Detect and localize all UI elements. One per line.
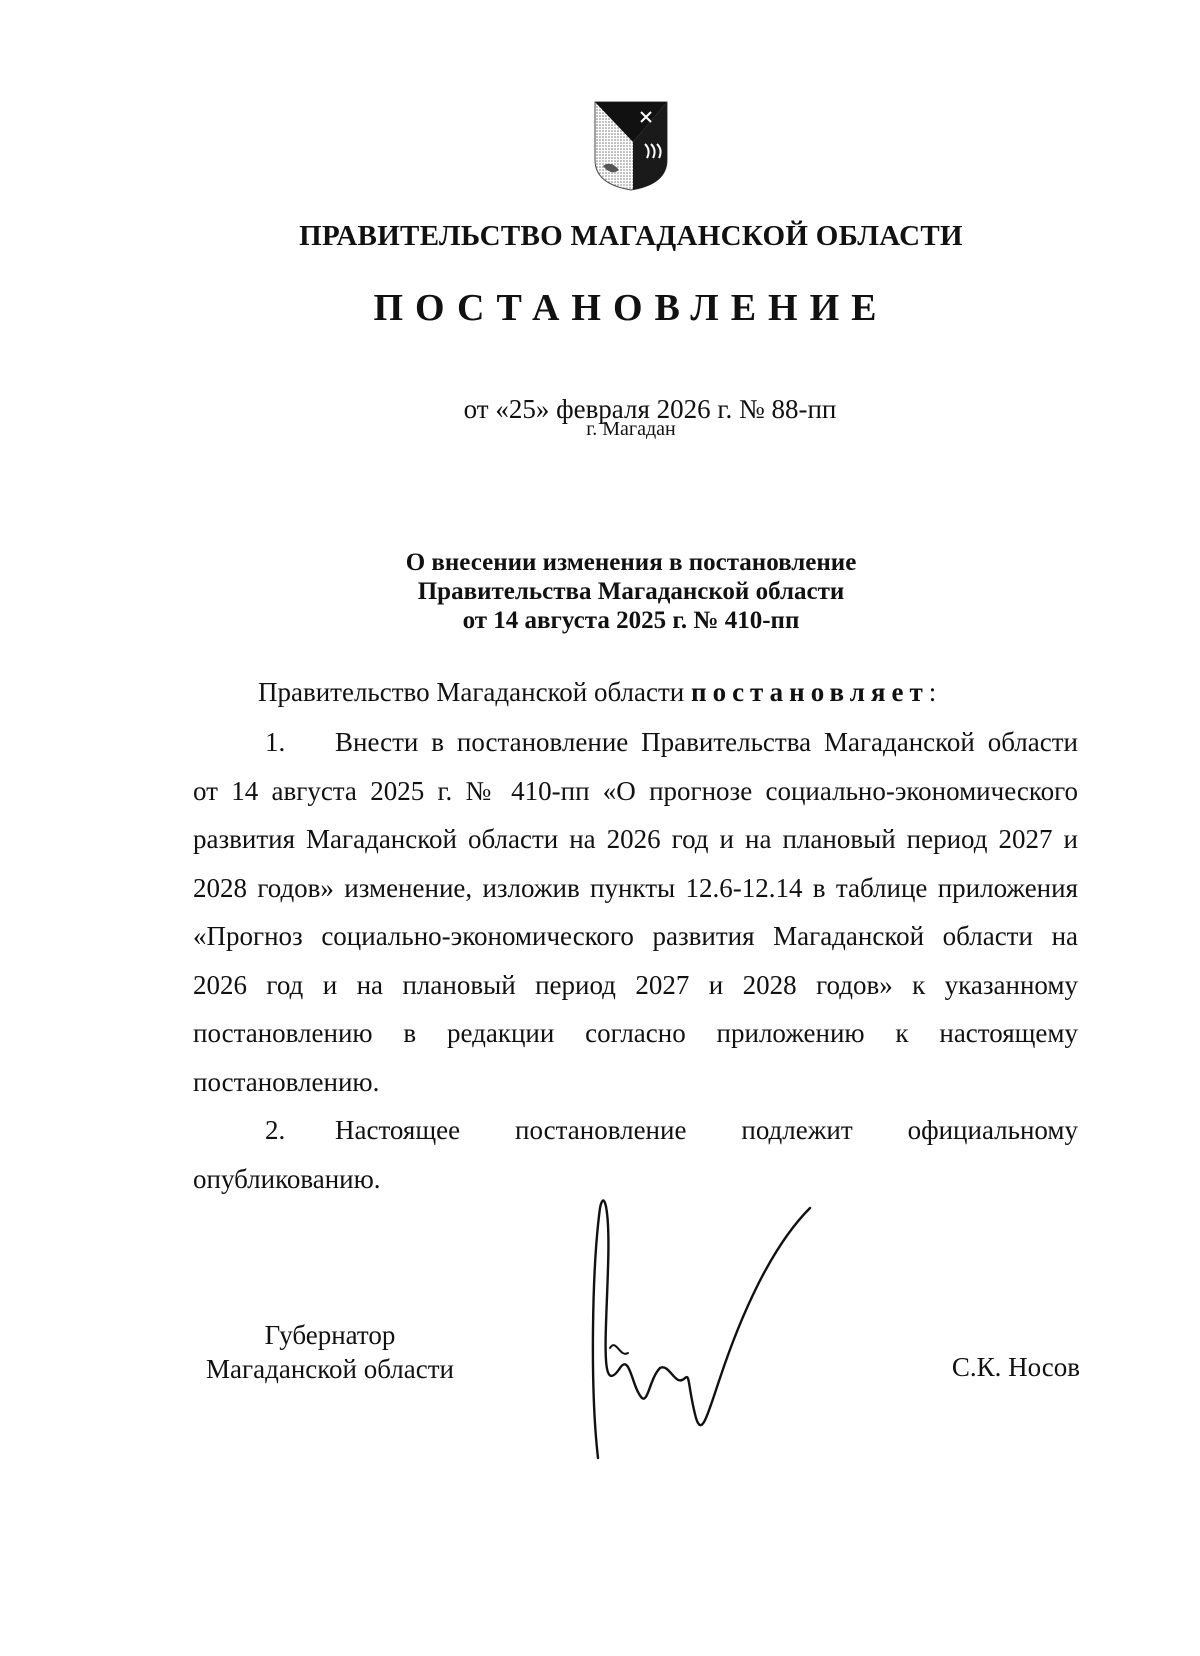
item-number: 2. xyxy=(265,1115,286,1145)
document-subject xyxy=(0,548,1200,635)
intro-prefix: Правительство Магаданской области xyxy=(258,677,692,707)
item-line xyxy=(193,1106,1078,1155)
item-text: Настоящее постановление подлежит официальному xyxy=(335,1115,1078,1145)
signatory-position xyxy=(190,1318,470,1386)
item-text: Внести в постановление Правительства Магаданской области от 14 августа 2025 г. № 410-пп «О прогнозе социально-экономического развития Магаданской области на 2026 год и на плановый период 2027 и 2028 годов» изменение, изложив пункты 12.6-12.14 в таблице приложения «Прогноз социально-экономического развития Магаданской области на 2026 год и на плановый период 2027 и 2028 годов» к указанному постановлению в редакции согласно приложению к настоящему постановлению. xyxy=(193,727,1078,1097)
decree-intro xyxy=(193,668,1078,717)
position-line: Магаданской области xyxy=(206,1354,454,1384)
decree-item-1 xyxy=(193,718,1078,1106)
document-date-number: от «25» февраля 2026 г. № 88-пп xyxy=(463,394,837,424)
subject-line: О внесении изменения в постановление xyxy=(405,549,857,576)
signature-icon xyxy=(590,1188,820,1468)
item-number: 1. xyxy=(265,727,286,757)
signatory-name: С.К. Носов xyxy=(951,1352,1080,1382)
intro-suffix: : xyxy=(928,677,937,707)
document-type: ПОСТАНОВЛЕНИЕ xyxy=(373,287,889,329)
subject-line: Правительства Магаданской области xyxy=(417,578,845,605)
subject-line: от 14 августа 2025 г. № 410-пп xyxy=(462,607,800,634)
position-line: Губернатор xyxy=(264,1320,396,1350)
document-city: г. Магадан xyxy=(586,418,676,440)
coat-of-arms-icon xyxy=(593,100,669,192)
intro-decree-word: постановляет xyxy=(691,677,929,707)
item-text-continuation: опубликованию. xyxy=(193,1163,381,1194)
organization-title: ПРАВИТЕЛЬСТВО МАГАДАНСКОЙ ОБЛАСТИ xyxy=(299,220,963,252)
